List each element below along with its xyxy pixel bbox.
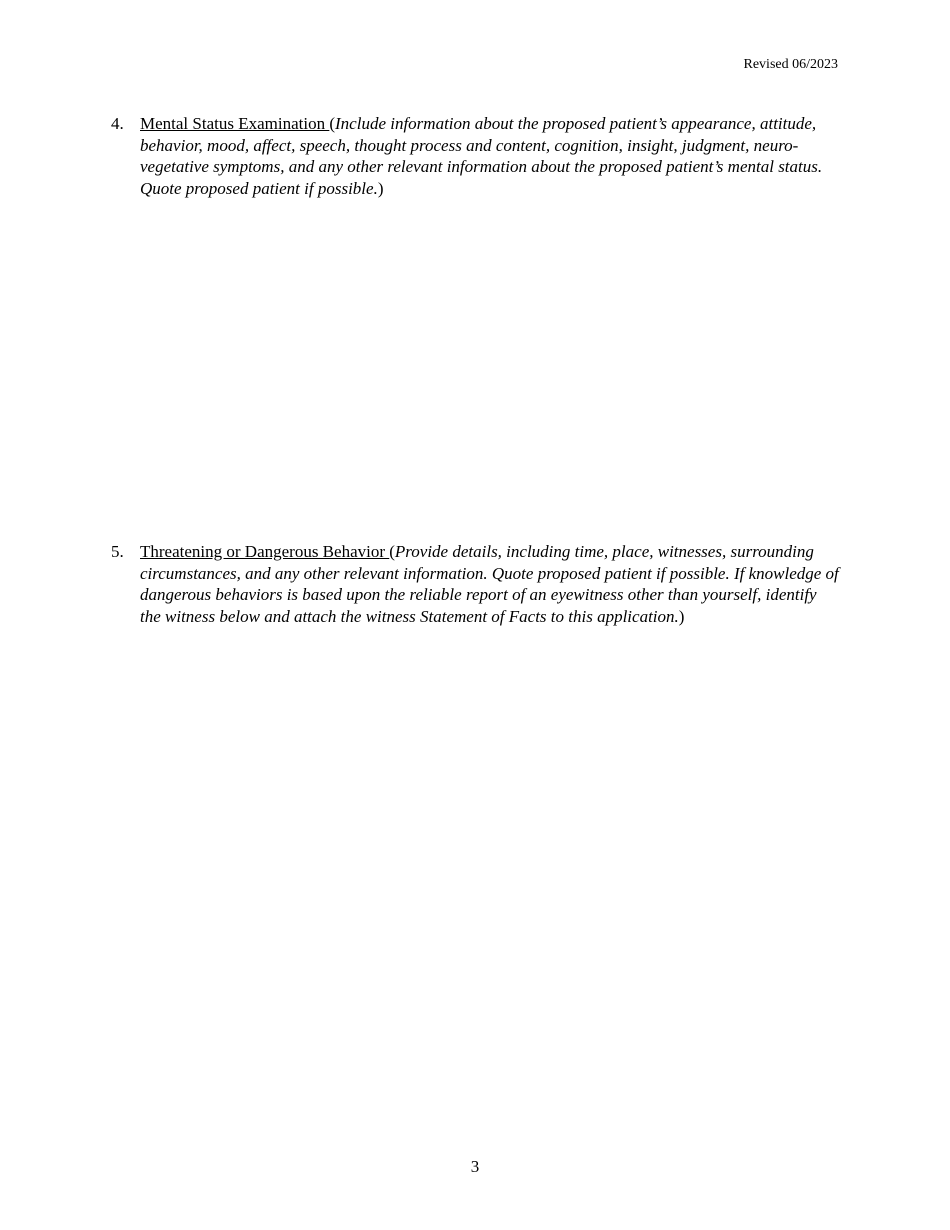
close-paren: ) bbox=[377, 178, 384, 198]
section-threatening-dangerous-behavior bbox=[111, 541, 841, 627]
section-title: Threatening or Dangerous Behavior bbox=[140, 542, 390, 561]
section-number: 4. bbox=[111, 114, 124, 133]
section-title: Mental Status Examination bbox=[140, 114, 330, 133]
revision-date: Revised 06/2023 bbox=[743, 57, 838, 72]
open-paren: ( bbox=[389, 542, 395, 561]
close-paren: ) bbox=[678, 606, 685, 626]
section-heading bbox=[140, 113, 841, 199]
section-mental-status-examination bbox=[111, 113, 841, 199]
open-paren: ( bbox=[329, 114, 336, 133]
section-instructions: Include information about the proposed patient’s appearance, attitude, behavior, mood, affect, speech, thought process and content, cognition, insight, judgment, neuro-vegetative symptoms, and any other relevant information about the proposed patient’s mental status. Quote proposed patient if possible. bbox=[140, 114, 823, 198]
dangerous-behavior-response-area[interactable] bbox=[140, 655, 840, 1135]
page-number: 3 bbox=[470, 1157, 480, 1176]
section-number: 5. bbox=[111, 542, 124, 561]
section-heading bbox=[140, 541, 841, 627]
section-instructions: Provide details, including time, place, witnesses, surrounding circumstances, and any other relevant information. Quote proposed patient if possible. If knowledge of dangerous behaviors is based upon the reliable report of an eyewitness other than yourself, identify the witness below and attach the witness Statement of Facts to this application. bbox=[140, 542, 839, 626]
mental-status-response-area[interactable] bbox=[140, 205, 840, 525]
